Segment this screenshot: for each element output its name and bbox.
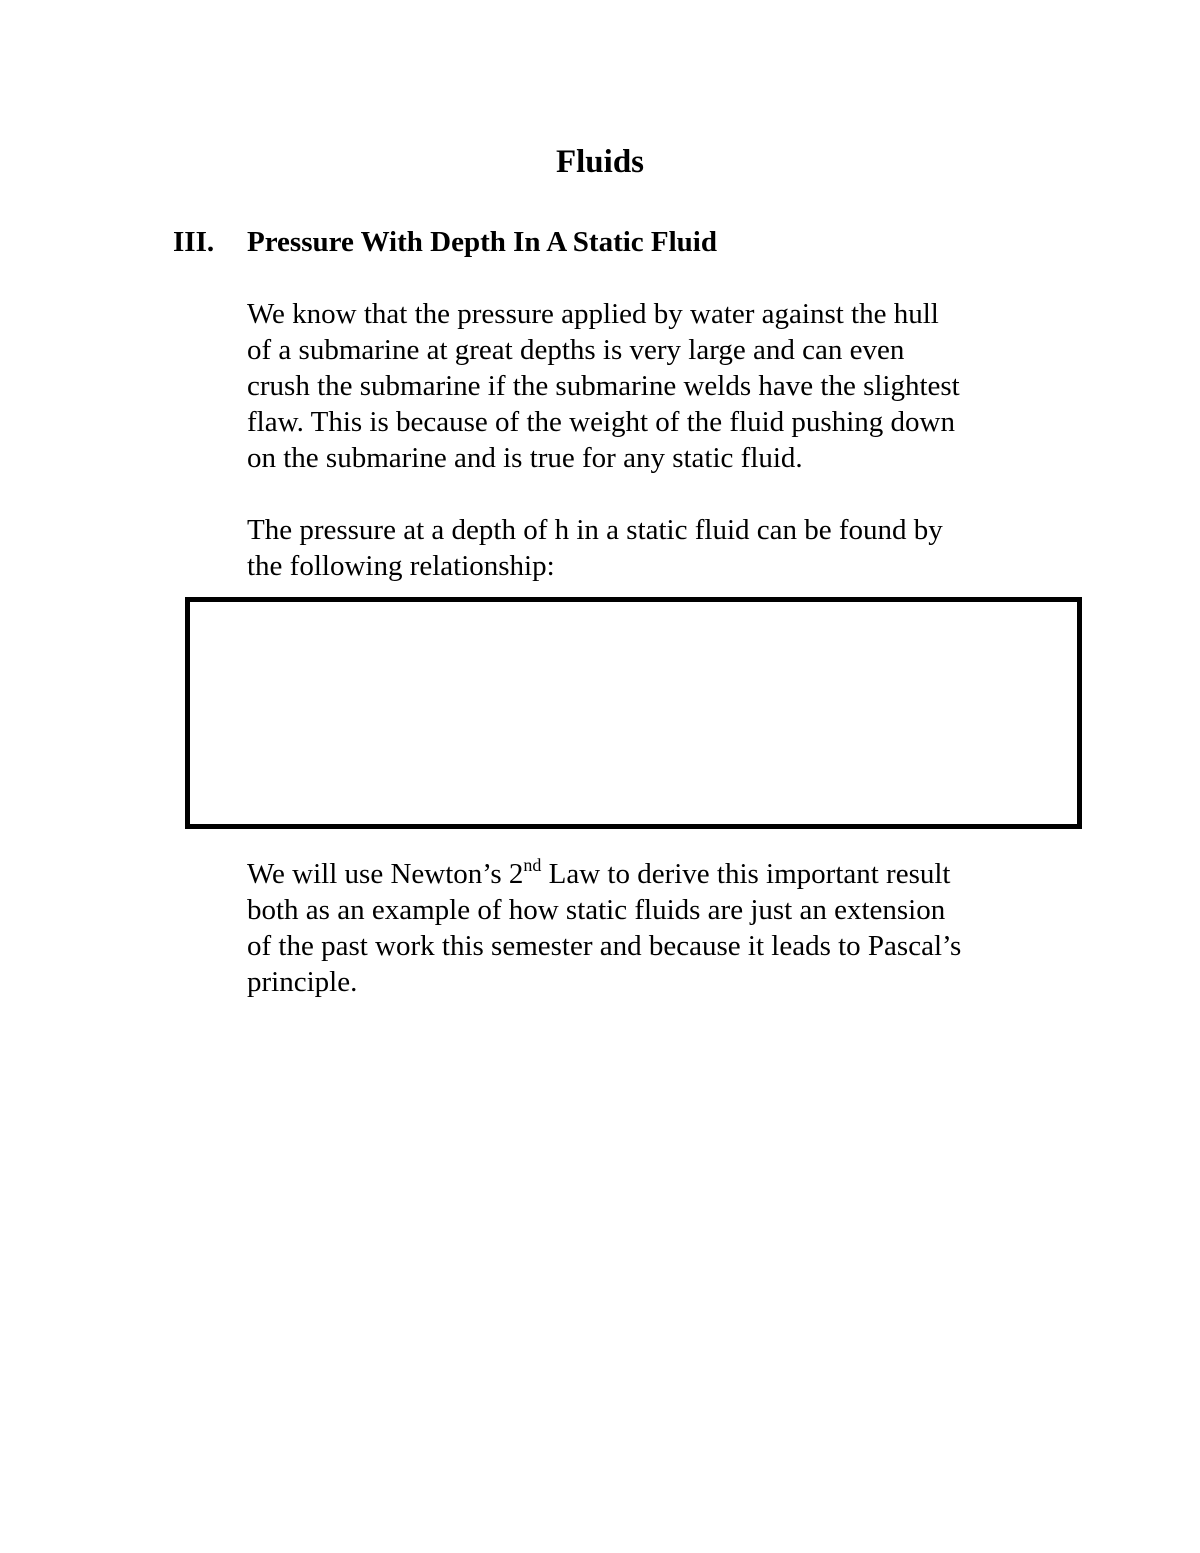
paragraph-newton (247, 856, 1047, 1000)
page-title: Fluids (555, 144, 645, 180)
paragraph-line: flaw. This is because of the weight of the fluid pushing down (247, 406, 955, 438)
paragraph-line: the following relationship: (247, 550, 555, 582)
section-number: III. (173, 226, 215, 258)
paragraph-line: crush the submarine if the submarine welds have the slightest (247, 370, 960, 402)
paragraph-line (247, 856, 1047, 892)
superscript: nd (523, 855, 542, 875)
paragraph-relationship (247, 512, 1047, 584)
section-heading: Pressure With Depth In A Static Fluid (247, 226, 717, 258)
paragraph-line: We know that the pressure applied by water against the hull (247, 298, 939, 330)
paragraph-intro (247, 296, 1047, 476)
text-fragment: We will use Newton’s 2 (247, 858, 524, 890)
paragraph-line: of the past work this semester and because it leads to Pascal’s (247, 930, 962, 962)
equation-box (185, 597, 1082, 829)
paragraph-line: The pressure at a depth of h in a static fluid can be found by (247, 514, 943, 546)
paragraph-line: principle. (247, 966, 358, 998)
paragraph-line: on the submarine and is true for any static fluid. (247, 442, 803, 474)
paragraph-line: of a submarine at great depths is very large and can even (247, 334, 905, 366)
paragraph-line: both as an example of how static fluids are just an extension (247, 894, 946, 926)
text-fragment: Law to derive this important result (541, 858, 951, 890)
